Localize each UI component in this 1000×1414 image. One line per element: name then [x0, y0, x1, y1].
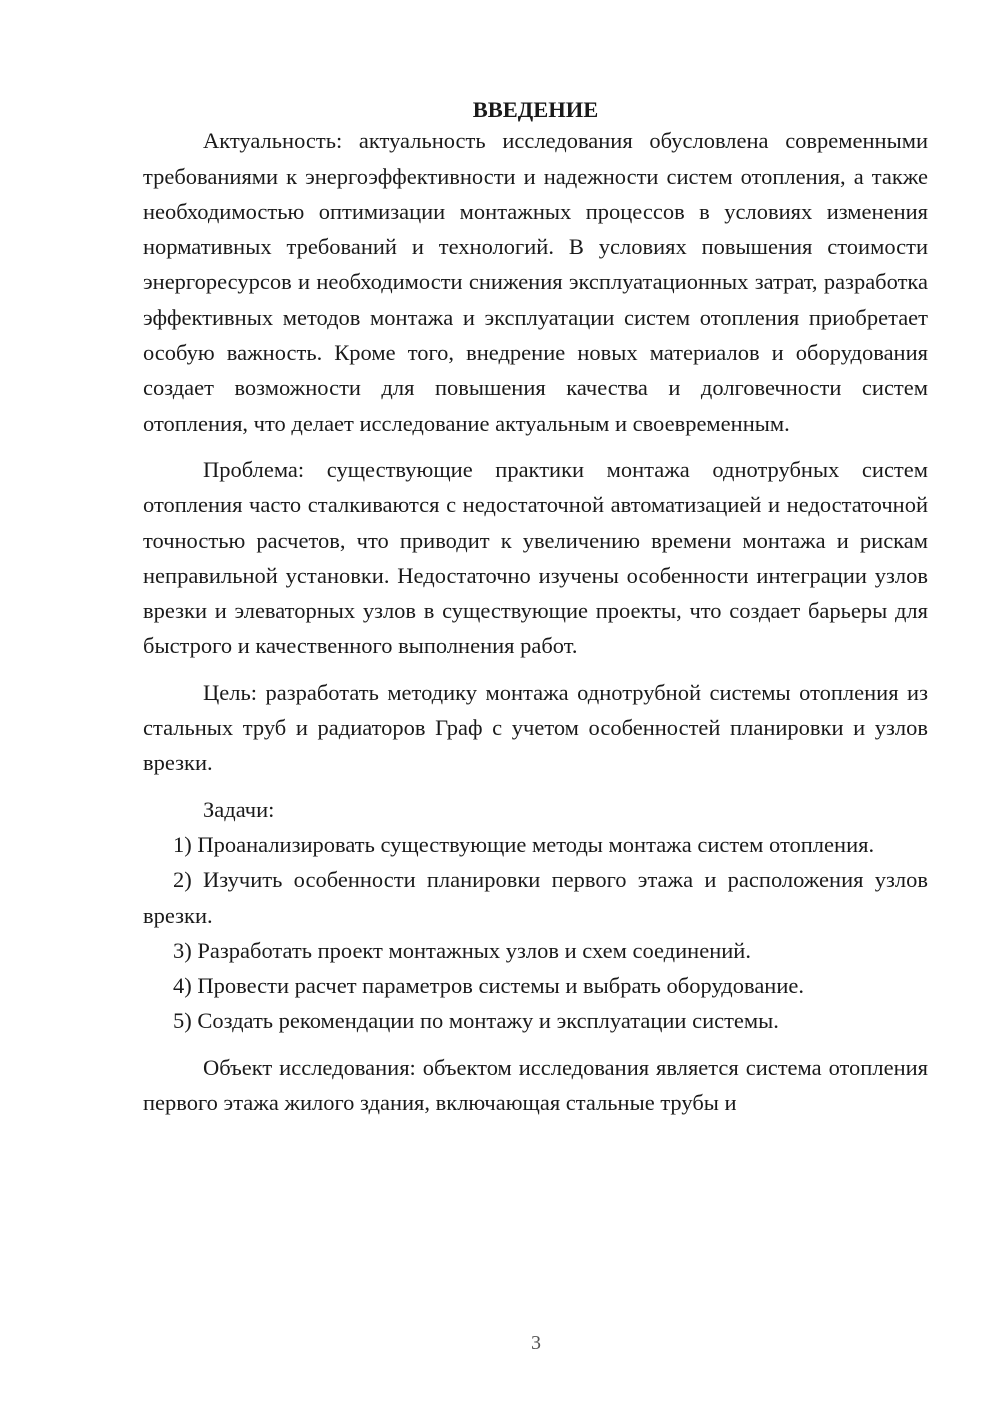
tasks-heading: Задачи: [203, 796, 275, 822]
paragraph-relevance: Актуальность: актуальность исследования обусловлена современными требованиями к энергоэффективности и надежности систем отопления, а также необходимостью оптимизации монтажных процессов в условиях изменения нормативных требований и технологий. В условиях повышения стоимости энергоресурсов и необходимости снижения эксплуатационных затрат, разработка эффективных методов монтажа и эксплуатации систем отопления приобретает особую важность. Кроме того, внедрение новых материалов и оборудования создает возможности для повышения качества и долговечности систем отопления, что делает исследование актуальным и своевременным. [143, 128, 928, 436]
paragraph-problem: Проблема: существующие практики монтажа однотрубных систем отопления часто сталкиваются с недостаточной автоматизацией и недостаточной точностью расчетов, что приводит к увеличению времени монтажа и рискам неправильной установки. Недостаточно изучены особенности интеграции узлов врезки и элеваторных узлов в существующие проекты, что создает барьеры для быстрого и качественного выполнения работ. [143, 456, 928, 659]
section-title: ВВЕДЕНИЕ [472, 97, 599, 122]
task-item-2: 2) Изучить особенности планировки первого этажа и расположения узлов врезки. [143, 867, 928, 928]
task-item-1: 1) Проанализировать существующие методы монтажа систем отопления. [173, 831, 875, 857]
page-content [143, 88, 928, 1120]
task-item-5: 5) Создать рекомендации по монтажу и эксплуатации системы. [173, 1008, 779, 1034]
paragraph-goal: Цель: разработать методику монтажа однотрубной системы отопления из стальных труб и радиаторов Граф с учетом особенностей планировки и узлов врезки. [143, 679, 928, 776]
task-item-3: 3) Разработать проект монтажных узлов и схем соединений. [173, 937, 751, 963]
page-number: 3 [531, 1332, 541, 1354]
task-item-4: 4) Провести расчет параметров системы и выбрать оборудование. [173, 973, 804, 999]
paragraph-object: Объект исследования: объектом исследования является система отопления первого этажа жилого здания, включающая стальные трубы и [143, 1054, 928, 1116]
